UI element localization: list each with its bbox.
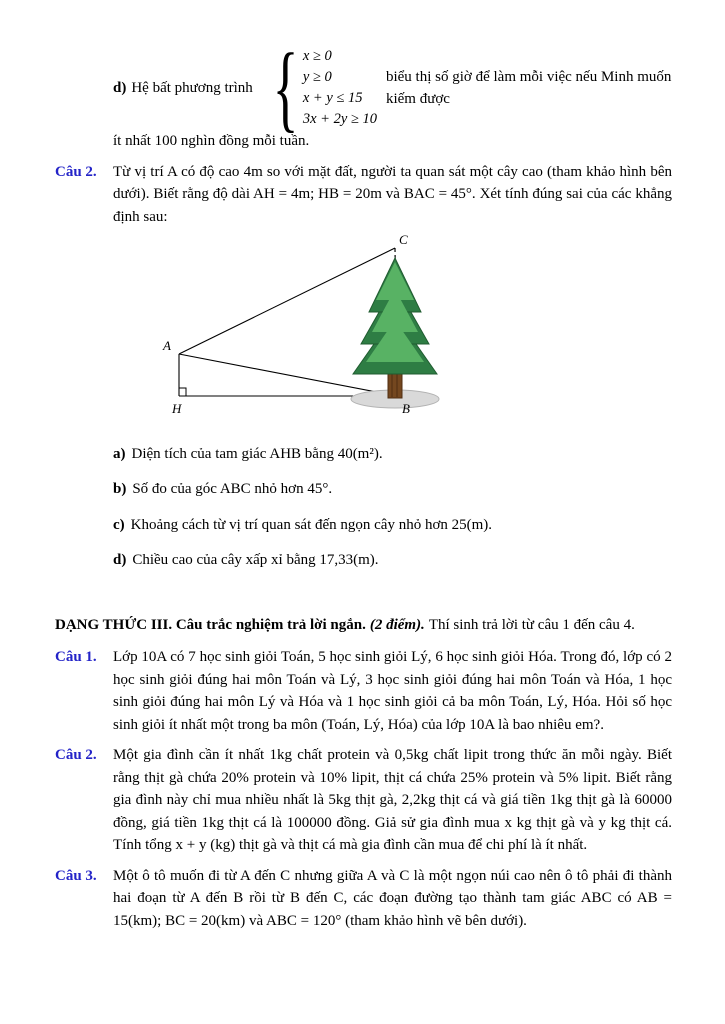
inequality-row: 3x + 2y ≥ 10 [302, 111, 377, 128]
question-block-tf-2 [55, 161, 672, 229]
statement-label: d) [113, 552, 127, 569]
statement-d-continuation: ít nhất 100 nghìn đồng mỗi tuần. [113, 133, 310, 150]
question-block-1 [55, 646, 672, 736]
inequality-system [262, 34, 377, 143]
point-label-B: B [402, 401, 410, 417]
left-brace: { [272, 34, 299, 143]
statement-label: a) [113, 445, 126, 462]
statement-label: c) [113, 516, 125, 533]
statement-text: Số đo của góc ABC nhỏ hơn 45°. [132, 481, 333, 498]
section-heading-italic: (2 điểm). [369, 616, 425, 633]
tree-observation-figure [155, 232, 475, 422]
question-label: Câu 2. [55, 163, 97, 180]
point-label-C: C [399, 232, 408, 248]
statement-row [113, 549, 672, 572]
point-label-A: A [163, 338, 171, 354]
statement-d-pre-text: Hệ bất phương trình [131, 79, 253, 96]
statement-text: Khoảng cách từ vị trí quan sát đến ngọn cây nhỏ hơn 25(m). [130, 516, 493, 533]
question-label: Câu 1. [55, 649, 97, 666]
tree-layer-top-highlight [376, 262, 414, 300]
statement-row [113, 478, 672, 501]
question-text: Một gia đình cần ít nhất 1kg chất protein và 0,5kg chất lipit trong thức ăn mỗi ngày. Biết rằng thịt gà chứa 20% protein và 10% lipit, thịt cá chứa 25% protein và 5% lipit. Biết rằng gia đình này chỉ mua nhiều nhất là 5kg thịt gà, 2,2kg thịt cá và giá tiền 1kg thịt gà là 60000 đồng, giá tiền 1kg thịt cá là 100000 đồng. Giả sử gia đình mua x kg thịt gà và y kg thịt cá. Tính tổng x + y (kg) thịt gà và thịt cá mà gia đình cần mua để chi phí là ít nhất. [113, 747, 672, 854]
statement-row [113, 514, 672, 537]
point-label-H: H [172, 401, 182, 417]
statement-label: b) [113, 481, 127, 498]
figure-container [155, 232, 672, 430]
section-heading-bold: DẠNG THỨC III. Câu trắc nghiệm trả lời ngắn. [55, 616, 366, 633]
inequality-row: x + y ≤ 15 [302, 90, 363, 107]
question-block-2 [55, 744, 672, 857]
statement-row [113, 443, 672, 466]
statement-text: Diện tích của tam giác AHB bằng 40(m²). [131, 445, 383, 462]
question-label: Câu 2. [55, 747, 97, 764]
inequality-row: x ≥ 0 [302, 48, 332, 64]
question-text: Lớp 10A có 7 học sinh giỏi Toán, 5 học sinh giỏi Lý, 6 học sinh giỏi Hóa. Trong đó, lớp có 2 học sinh giỏi đúng hai môn Toán và Lý, 3 học sinh giỏi đúng hai môn Toán và Hóa, 1 học sinh giỏi đúng hai môn Lý và Hóa và 1 học sinh giỏi cả ba môn Toán, Lý, Hóa. Hỏi số học sinh giỏi ít nhất một trong ba môn (Toán, Lý, Hóa) của lớp 10A là bao nhiêu em?. [113, 649, 672, 733]
inequality-row: y ≥ 0 [302, 69, 332, 86]
question-block-3 [55, 865, 672, 933]
section-heading-rest: Thí sinh trả lời từ câu 1 đến câu 4. [428, 616, 635, 633]
statement-d-post-text: biểu thị số giờ để làm mỗi việc nếu Minh muốn kiếm được [385, 68, 672, 108]
question-text: Một ô tô muốn đi từ A đến C nhưng giữa A và C là một ngọn núi cao nên ô tô phải đi thành hai đoạn từ A đến B rồi từ B đến C, các đoạn đường tạo thành tam giác ABC có AB = 15(km); BC = 20(km) và ABC = 120° (tham khảo hình vẽ bên dưới). [113, 867, 672, 929]
question-label: Câu 3. [55, 867, 97, 884]
section-heading [55, 614, 672, 637]
right-angle-mark [179, 388, 186, 396]
line-CA [179, 248, 395, 354]
inequality-rows [303, 46, 377, 130]
statement-text: Chiều cao của cây xấp xỉ bằng 17,33(m). [132, 552, 379, 569]
statement-d-label: d) [113, 79, 127, 96]
question-text: Từ vị trí A có độ cao 4m so với mặt đất, người ta quan sát một cây cao (tham khảo hình bên dưới). Biết rằng độ dài AH = 4m; HB = 20m và BAC = 45°. Xét tính đúng sai của các khẳng định sau: [113, 163, 672, 225]
